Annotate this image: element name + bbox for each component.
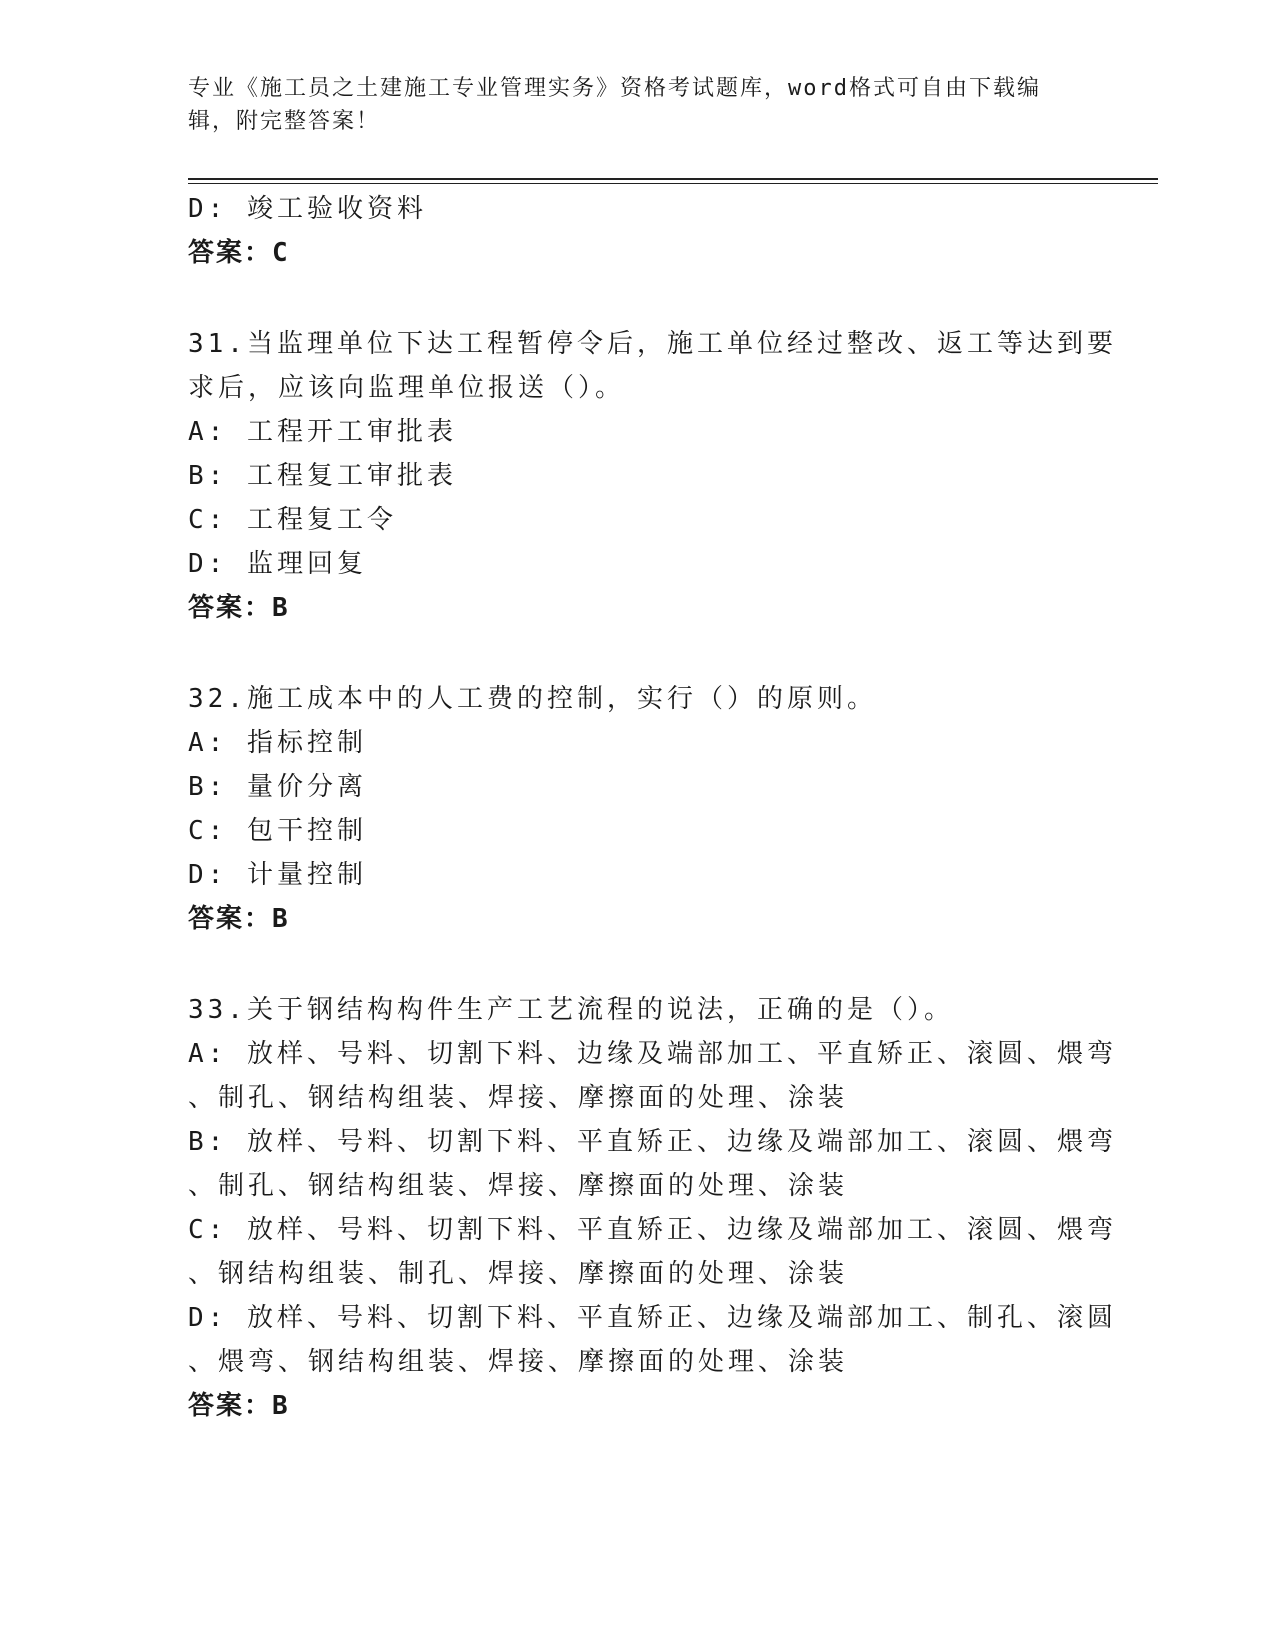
q33-option-d-line1: D: 放样、号料、切割下料、平直矫正、边缘及端部加工、制孔、滚圆 <box>188 1303 1117 1333</box>
q33-answer: 答案：B <box>188 1391 290 1421</box>
q33-option-a-line2: 、制孔、钢结构组装、焊接、摩擦面的处理、涂装 <box>188 1083 849 1113</box>
prev-option-d: D: 竣工验收资料 <box>188 194 427 224</box>
q33-option-a-line1: A: 放样、号料、切割下料、边缘及端部加工、平直矫正、滚圆、煨弯 <box>188 1039 1117 1069</box>
q32-stem: 32.施工成本中的人工费的控制，实行（）的原则。 <box>188 684 877 714</box>
document-header: 专业《施工员之土建施工专业管理实务》资格考试题库，word格式可自由下载编辑，附完整答案！ <box>188 76 1041 134</box>
prev-answer: 答案：C <box>188 238 290 268</box>
q31-stem-line2: 求后，应该向监理单位报送（）。 <box>188 373 626 403</box>
q33-option-b-line2: 、制孔、钢结构组装、焊接、摩擦面的处理、涂装 <box>188 1171 849 1201</box>
q32-option-a: A: 指标控制 <box>188 728 367 758</box>
header-divider-thin <box>188 183 1158 184</box>
q32-option-d: D: 计量控制 <box>188 860 367 890</box>
q32-option-b: B: 量价分离 <box>188 772 367 802</box>
q31-option-a: A: 工程开工审批表 <box>188 417 457 447</box>
q32-answer: 答案：B <box>188 904 290 934</box>
header-divider-thick <box>188 178 1158 180</box>
q33-option-d-line2: 、煨弯、钢结构组装、焊接、摩擦面的处理、涂装 <box>188 1347 849 1377</box>
q33-stem: 33.关于钢结构构件生产工艺流程的说法，正确的是（）。 <box>188 995 954 1025</box>
q33-option-c-line2: 、钢结构组装、制孔、焊接、摩擦面的处理、涂装 <box>188 1259 849 1289</box>
q32-option-c: C: 包干控制 <box>188 816 367 846</box>
q31-option-b: B: 工程复工审批表 <box>188 461 457 491</box>
q31-stem-line1: 31.当监理单位下达工程暂停令后，施工单位经过整改、返工等达到要 <box>188 329 1117 359</box>
q33-option-c-line1: C: 放样、号料、切割下料、平直矫正、边缘及端部加工、滚圆、煨弯 <box>188 1215 1117 1245</box>
q33-option-b-line1: B: 放样、号料、切割下料、平直矫正、边缘及端部加工、滚圆、煨弯 <box>188 1127 1117 1157</box>
q31-option-c: C: 工程复工令 <box>188 505 397 535</box>
q31-answer: 答案：B <box>188 593 290 623</box>
q31-option-d: D: 监理回复 <box>188 549 367 579</box>
